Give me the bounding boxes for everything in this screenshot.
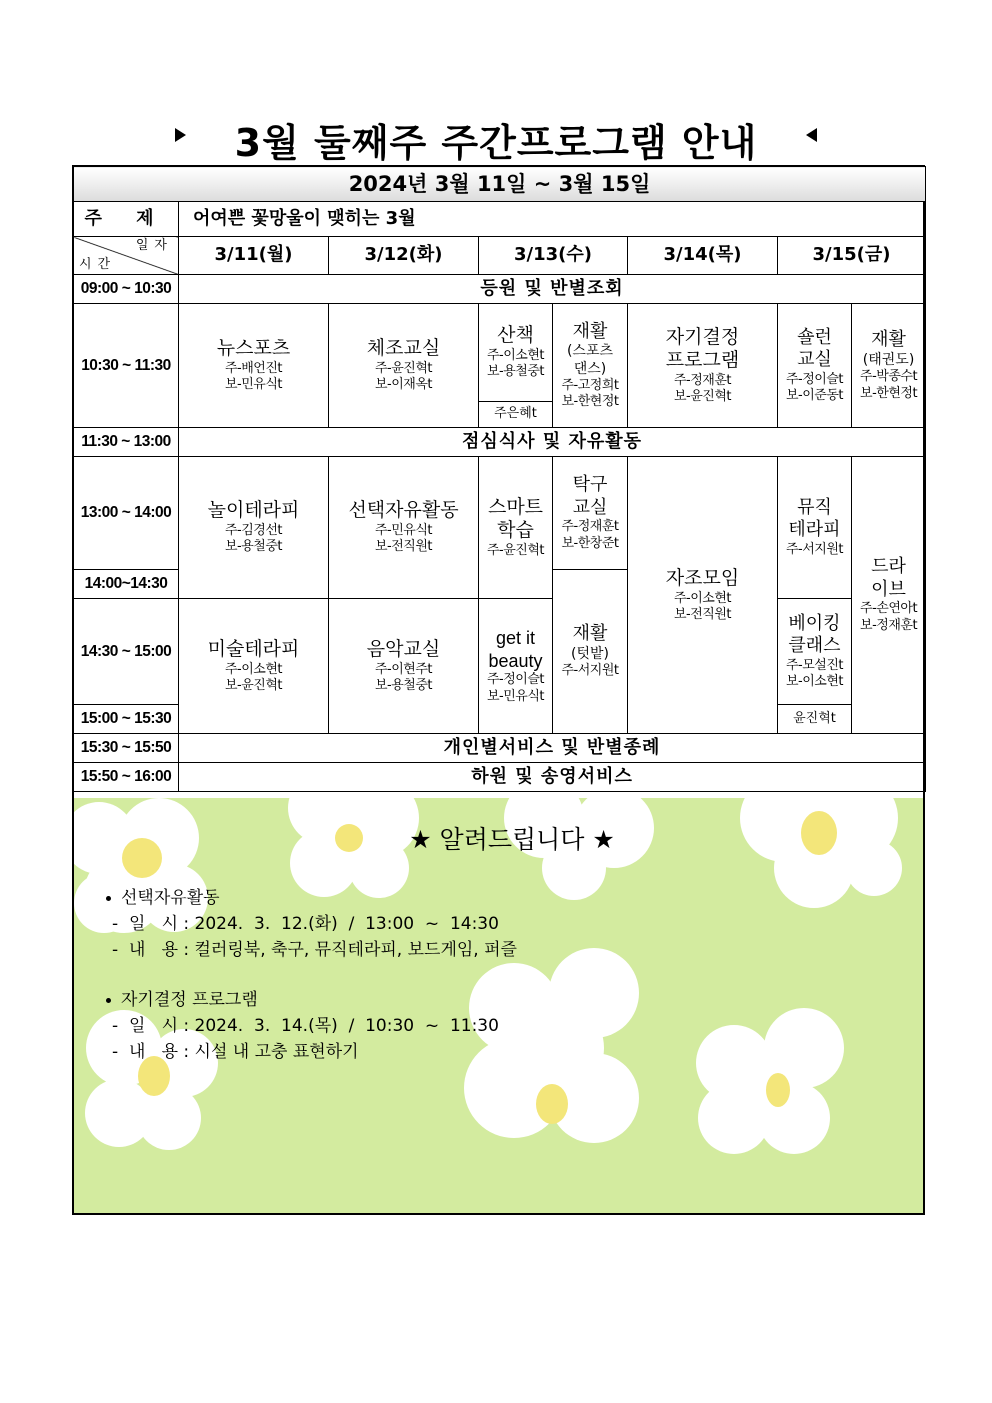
individual-service-row: 개인별서비스 및 반별종례 bbox=[179, 734, 926, 763]
program-cell bbox=[479, 599, 553, 734]
day-header: 3/11(월) bbox=[179, 237, 329, 275]
program-cell bbox=[479, 304, 553, 402]
program-name: 음악교실 bbox=[366, 637, 441, 660]
day-header: 3/12(화) bbox=[329, 237, 479, 275]
program-name: 산책 bbox=[497, 324, 534, 347]
triangle-left-icon bbox=[806, 128, 817, 142]
time-cell: 13:00 ~ 14:00 bbox=[74, 457, 179, 570]
time-cell: 15:50 ~ 16:00 bbox=[74, 763, 179, 792]
program-name: 재활 bbox=[572, 320, 608, 342]
corner-top-label: 일자 bbox=[135, 238, 173, 253]
staff-main: 주-정이슬t bbox=[486, 672, 545, 688]
staff-main: 주-박종수t bbox=[860, 369, 918, 385]
program-name: 뉴스포츠 bbox=[216, 337, 291, 360]
staff-main: 주-이현주t bbox=[374, 661, 433, 677]
staff-sub: 보-전직원t bbox=[673, 606, 732, 622]
program-name: 이브 bbox=[871, 578, 906, 600]
program-cell bbox=[553, 570, 628, 734]
staff-sub: 보-이재옥t bbox=[374, 377, 433, 393]
program-cell bbox=[852, 304, 926, 428]
program-name: 베이킹 bbox=[788, 612, 841, 634]
staff-main: 주-이소현t bbox=[224, 661, 283, 677]
program-cell bbox=[553, 457, 628, 570]
staff-main: 주-이소현t bbox=[673, 590, 732, 606]
date-range: 2024년 3월 11일 ~ 3월 15일 bbox=[74, 167, 926, 202]
schedule-table bbox=[73, 166, 926, 792]
program-cell bbox=[628, 304, 778, 428]
staff-main: 주-이소현t bbox=[486, 348, 545, 364]
day-header: 3/15(금) bbox=[778, 237, 926, 275]
day-header: 3/14(목) bbox=[628, 237, 778, 275]
staff-main: 주-정재훈t bbox=[561, 519, 619, 535]
staff-main: 주-민유식t bbox=[374, 523, 433, 539]
theme-text: 어여쁜 꽃망울이 맺히는 3월 bbox=[179, 202, 926, 237]
program-cell bbox=[329, 304, 479, 428]
notice-heading: 선택자유활동 bbox=[121, 888, 220, 908]
time-cell: 09:00 ~ 10:30 bbox=[74, 275, 179, 304]
notice-line: - 일 시 : 2024. 3. 12.(화) / 13:00 ~ 14:30 bbox=[112, 914, 499, 934]
arrival-row: 등원 및 반별조회 bbox=[179, 275, 926, 304]
staff-sub: 보-이준동t bbox=[785, 388, 844, 403]
notice-item bbox=[104, 987, 499, 1065]
staff-main: 주-손연아t bbox=[860, 601, 918, 617]
program-cell bbox=[628, 457, 778, 734]
time-cell: 14:00~14:30 bbox=[74, 570, 179, 599]
program-detail: 댄스) bbox=[573, 360, 607, 377]
staff-sub: 보-한현정t bbox=[860, 385, 918, 401]
staff-sub: 보-윤진혁t bbox=[224, 677, 283, 693]
time-cell: 11:30 ~ 13:00 bbox=[74, 428, 179, 457]
program-name: 프로그램 bbox=[665, 349, 740, 372]
notice-line: - 내 용 : 시설 내 고충 표현하기 bbox=[112, 1042, 359, 1062]
staff-sub: 보-정재훈t bbox=[860, 617, 918, 633]
staff-sub: 보-윤진혁t bbox=[673, 389, 732, 405]
program-name: 탁구 bbox=[572, 474, 608, 496]
program-name: 자기결정 bbox=[665, 325, 740, 348]
staff-sub: 보-용철중t bbox=[486, 364, 545, 380]
notice-heading: 자기결정 프로그램 bbox=[121, 990, 258, 1010]
staff-sub: 보-용철중t bbox=[374, 677, 433, 693]
staff-sub: 보-한창준t bbox=[561, 535, 619, 551]
time-cell: 15:30 ~ 15:50 bbox=[74, 734, 179, 763]
staff-extra: 주은혜t bbox=[479, 402, 553, 428]
corner-header bbox=[74, 237, 179, 275]
staff-sub: 보-이소현t bbox=[785, 674, 844, 689]
notice-item bbox=[104, 885, 517, 963]
staff-main: 주-윤진혁t bbox=[374, 361, 433, 377]
program-name: 놀이테라피 bbox=[207, 499, 300, 522]
program-cell bbox=[778, 304, 852, 428]
staff-sub: 보-민유식t bbox=[486, 688, 545, 704]
program-cell bbox=[553, 304, 628, 428]
program-name: 미술테라피 bbox=[207, 637, 300, 660]
program-name: 스마트 bbox=[487, 495, 544, 518]
program-name: beauty bbox=[488, 650, 543, 671]
time-cell: 10:30 ~ 11:30 bbox=[74, 304, 179, 428]
corner-bottom-label: 시간 bbox=[79, 256, 117, 272]
notice-line: - 일 시 : 2024. 3. 14.(목) / 10:30 ~ 11:30 bbox=[112, 1016, 499, 1036]
program-name: 체조교실 bbox=[366, 337, 441, 360]
program-cell bbox=[778, 457, 852, 599]
notice-line: - 내 용 : 컬러링북, 축구, 뮤직테라피, 보드게임, 퍼즐 bbox=[112, 940, 517, 960]
staff-main: 주-모설진t bbox=[785, 657, 844, 673]
staff-extra: 윤진혁t bbox=[778, 705, 852, 734]
bullet-icon bbox=[106, 896, 111, 901]
lunch-row: 점심식사 및 자유활동 bbox=[179, 428, 926, 457]
bullet-icon bbox=[106, 998, 111, 1003]
program-detail: (스포츠 bbox=[566, 343, 614, 359]
staff-sub: 보-민유식t bbox=[224, 377, 283, 393]
program-detail: (텃밭) bbox=[571, 645, 609, 662]
day-header: 3/13(수) bbox=[479, 237, 628, 275]
staff-main: 주-고정희t bbox=[561, 378, 619, 393]
program-name: 숄런 bbox=[797, 326, 832, 348]
departure-row: 하원 및 송영서비스 bbox=[179, 763, 926, 792]
program-detail: (태권도) bbox=[862, 351, 915, 368]
program-name: 재활 bbox=[572, 623, 608, 645]
notice-title: ★ 알려드립니다 ★ bbox=[409, 825, 615, 854]
program-name: 테라피 bbox=[788, 519, 841, 541]
page-title: 3월 둘째주 주간프로그램 안내 bbox=[234, 121, 758, 165]
program-name: 학습 bbox=[497, 519, 534, 542]
staff-main: 주-배언진t bbox=[224, 361, 283, 377]
staff-main: 주-서지원t bbox=[785, 541, 844, 557]
program-name: 자조모임 bbox=[665, 566, 740, 589]
staff-main: 주-정이슬t bbox=[785, 371, 844, 387]
time-cell: 14:30 ~ 15:00 bbox=[74, 599, 179, 705]
staff-sub: 보-용철중t bbox=[224, 539, 283, 555]
program-cell bbox=[329, 457, 479, 599]
staff-sub: 보-한현정t bbox=[561, 394, 619, 410]
staff-main: 주-김경선t bbox=[224, 523, 283, 539]
program-cell bbox=[179, 599, 329, 734]
triangle-right-icon bbox=[175, 128, 186, 142]
program-name: 클래스 bbox=[788, 635, 841, 657]
theme-label: 주 제 bbox=[74, 202, 179, 237]
program-name: 교실 bbox=[572, 496, 608, 518]
program-name: 뮤직 bbox=[797, 496, 832, 518]
program-name: 선택자유활동 bbox=[348, 499, 459, 522]
staff-main: 주-서지원t bbox=[561, 663, 619, 679]
program-name: 교실 bbox=[797, 349, 832, 371]
program-name: get it bbox=[495, 628, 536, 649]
program-name: 재활 bbox=[871, 329, 906, 351]
program-cell bbox=[329, 599, 479, 734]
time-cell: 15:00 ~ 15:30 bbox=[74, 705, 179, 734]
program-cell bbox=[179, 457, 329, 599]
staff-main: 주-정재훈t bbox=[673, 373, 732, 388]
program-name: 드라 bbox=[871, 556, 906, 578]
program-cell bbox=[778, 599, 852, 705]
program-cell bbox=[852, 457, 926, 734]
program-cell bbox=[479, 457, 553, 599]
program-cell bbox=[179, 304, 329, 428]
staff-sub: 보-전직원t bbox=[374, 539, 433, 555]
staff-main: 주-윤진혁t bbox=[486, 543, 545, 559]
